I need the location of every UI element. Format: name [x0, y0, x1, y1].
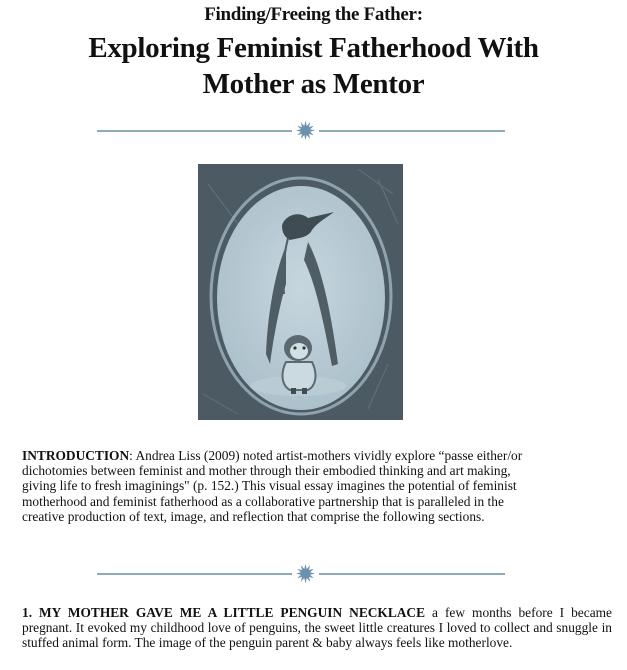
- title-line-1: Exploring Feminist Fatherhood With: [88, 32, 539, 64]
- divider-line-right: [319, 573, 505, 575]
- intro-line-1: : Andrea Liss (2009) noted artist-mothers vividly explore “passe either/or: [129, 448, 523, 463]
- penguin-icon: [198, 164, 403, 420]
- divider-line-right: [319, 130, 505, 132]
- ornamental-divider-top: [97, 123, 507, 139]
- introduction-paragraph: [22, 448, 612, 524]
- section-1-text: a few months before I became pregnant. It evoked my childhood love of penguins, the sweet little creatures I loved to collect and snuggle in stuffed animal form. The image of the penguin parent & baby always feels like motherlove.: [22, 605, 612, 651]
- penguin-necklace-image: [198, 164, 403, 420]
- document-title: [0, 30, 627, 102]
- intro-line-5: creative production of text, image, and reflection that comprise the following sections.: [22, 508, 485, 524]
- intro-line-2: dichotomies between feminist and mother through their embodied thinking and art making,: [22, 463, 511, 479]
- divider-line-left: [97, 573, 292, 575]
- section-1-heading: 1. MY MOTHER GAVE ME A LITTLE PENGUIN NECKLACE: [22, 605, 426, 620]
- ornamental-divider-bottom: [97, 566, 507, 582]
- title-line-2: Mother as Mentor: [202, 68, 425, 100]
- intro-line-3: giving life to fresh imaginings" (p. 152.) This visual essay imagines the potential of feminist: [22, 478, 517, 494]
- starburst-icon: [296, 564, 315, 583]
- section-1-paragraph: [22, 605, 612, 651]
- starburst-icon: [296, 121, 315, 140]
- document-subtitle: Finding/Freeing the Father:: [204, 4, 423, 25]
- introduction-label: INTRODUCTION: [22, 448, 130, 463]
- intro-line-4: motherhood and feminist fatherhood as a collaborative partnership that is paralleled in the: [22, 493, 504, 509]
- divider-line-left: [97, 130, 292, 132]
